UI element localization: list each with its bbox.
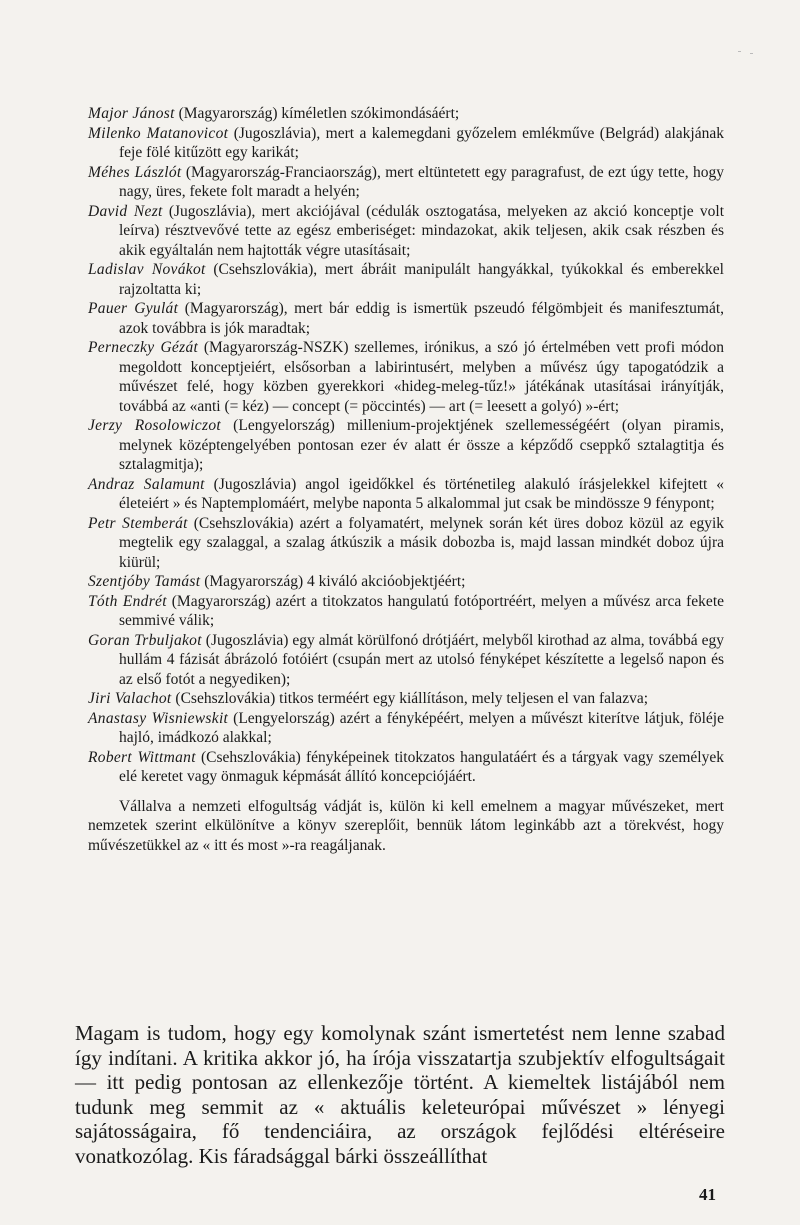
artist-name: Pauer Gyulát [88,300,179,317]
artist-entry [88,592,724,631]
artist-entry [88,299,724,338]
artist-description: (Lengyelország) millenium-projektjének szellemességéért (olyan piramis, melynek középtengelyében pontosan ezer év alatt ér össze a képződő cseppkő sztalagtitja és sztalagmitja); [119,417,725,473]
artist-name: Andraz Salamunt [88,475,205,493]
artist-entry [88,163,724,202]
artist-name: Goran Trbuljakot [88,631,202,649]
artist-name: Jiri Valachot [88,690,172,707]
artist-name: Jerzy Rosolowiczot [88,417,221,434]
artist-name: Ladislav Novákot [88,261,206,278]
artist-entry [88,104,724,124]
artist-name: Petr Stemberát [88,514,188,532]
artist-description: (Magyarország) azért a titokzatos hangulatú fotóportréért, melyen a művész arca fekete semmivé válik; [119,592,725,629]
artist-description: (Magyarország), mert bár eddig is ismertük pszeudó félgömbjeit és manifesztumát, azok továbbra is jók maradtak; [119,300,725,337]
artist-entry [88,124,724,163]
artist-name: Szentjóby Tamást [88,573,201,590]
artist-description: (Jugoszlávia) egy almát körülfonó drótjáért, melyből kirothad az alma, továbbá egy hullám 4 fázisát ábrázoló fotóiért (csupán mert az utolsó fényképet készítette a legelső napon és az első fotót a negyediken); [119,631,725,688]
artist-description: (Csehszlovákia) azért a folyamatért, melynek során két üres doboz közül az egyik megtelik egy szalaggal, a szalag átkúszik a másik dobozba is, majd lassan mindkét doboz újra kiürül; [119,514,725,571]
artist-list [88,104,724,855]
artist-description: (Magyarország-NSZK) szellemes, irónikus, a szó jó értelmében vett profi módon megoldott konceptjeiért, elsősorban a labirintusért, melyben a művész úgy tapogatódzik a művészet felé, hogy közben gyerekkori «hideg-meleg-tűz!» játékának utasításai irányítják, továbbá az «anti (= kéz) — concept (= pöccintés) — art (= leesett a golyó) »-ért; [119,339,724,415]
artist-entry [88,748,724,787]
artist-description: (Jugoszlávia), mert a kalemegdani győzelem emlékműve (Belgrád) alakjának feje fölé kitűzött egy karikát; [119,124,724,161]
artist-entries [88,104,724,787]
artist-description: (Magyarország-Franciaország), mert eltüntetett egy paragrafust, de ezt úgy tette, hogy nagy, üres, fekete folt maradt a helyén; [119,163,725,200]
artist-description: (Jugoszlávia) angol igeidőkkel és történetileg alakuló írásjelekkel kifejtett « életeiért » és Naptemplomáért, melybe naponta 5 alkalommal jut csak be mindössze 9 fénypont; [119,475,725,512]
artist-description: (Csehszlovákia) titkos terméért egy kiállításon, mely teljesen el van falazva; [171,690,649,707]
page-number: 41 [699,1185,716,1204]
artist-entry [88,572,724,592]
artist-description: (Lengyelország) azért a fényképéért, melyen a művészt kiterítve látjuk, föléje hajló, imádkozó alakkal; [119,709,724,746]
artist-name: Anastasy Wisniewskit [88,709,229,727]
artist-name: Tóth Endrét [88,592,167,610]
artist-description: (Csehszlovákia), mert ábráit manipulált hangyákkal, tyúkokkal és emberekkel rajzoltatta ki; [119,261,724,298]
artist-name: Perneczky Gézát [88,339,199,356]
page-speck [750,53,753,54]
artist-description: (Magyarország) 4 kiváló akcióobjektjéért; [200,573,466,590]
artist-description: (Magyarország) kíméletlen szókimondásáért; [174,105,460,122]
artist-entry [88,689,724,709]
artist-name: Méhes Lászlót [88,163,182,181]
artist-description: (Csehszlovákia) fényképeinek titokzatos hangulatáért és a tárgyak vagy személyek elé keretet vagy önmaguk képmását állító koncepciójáért. [119,748,724,785]
page-speck [738,51,741,52]
artist-entry [88,475,724,514]
artist-name: Major Jánost [88,105,175,122]
artist-description: (Jugoszlávia), mert akciójával (cédulák osztogatása, melyeken az akció konceptje volt leírva) résztvevővé tette az egész emberiséget: mindazokat, akik teljesen, akik csak részben és akik egyáltalán nem hajtották végre utasításait; [119,202,724,259]
artist-entry [88,260,724,299]
artist-entry [88,202,724,261]
artist-entry [88,338,724,416]
artist-name: David Nezt [88,202,163,220]
main-paragraph: Magam is tudom, hogy egy komolynak szánt ismertetést nem lenne szabad így indítani. A kritika akkor jó, ha írója visszatartja szubjektív elfogultságait — itt pedig pontosan az ellenkezője történt. A kiemeltek listájából nem tudunk meg semmit az « aktuális keleteurópai művészet » lényegi sajátosságaira, fő tendenciáira, az országok fejlődési eltéréseire vonatkozólag. Kis fáradsággal bárki összeállíthat [75,1021,725,1168]
artist-entry [88,514,724,573]
artist-name: Robert Wittmant [88,748,196,766]
artist-entry [88,416,724,475]
closing-paragraph: Vállalva a nemzeti elfogultság vádját is, külön ki kell emelnem a magyar művészeket, mert nemzetek szerint elkülönítve a könyv szereplőit, bennük látom leginkább azt a törekvést, hogy művészetükkel az « itt és most »-ra reagáljanak. [88,797,724,854]
artist-name: Milenko Matanovicot [88,124,229,142]
artist-entry [88,709,724,748]
artist-entry [88,631,724,690]
